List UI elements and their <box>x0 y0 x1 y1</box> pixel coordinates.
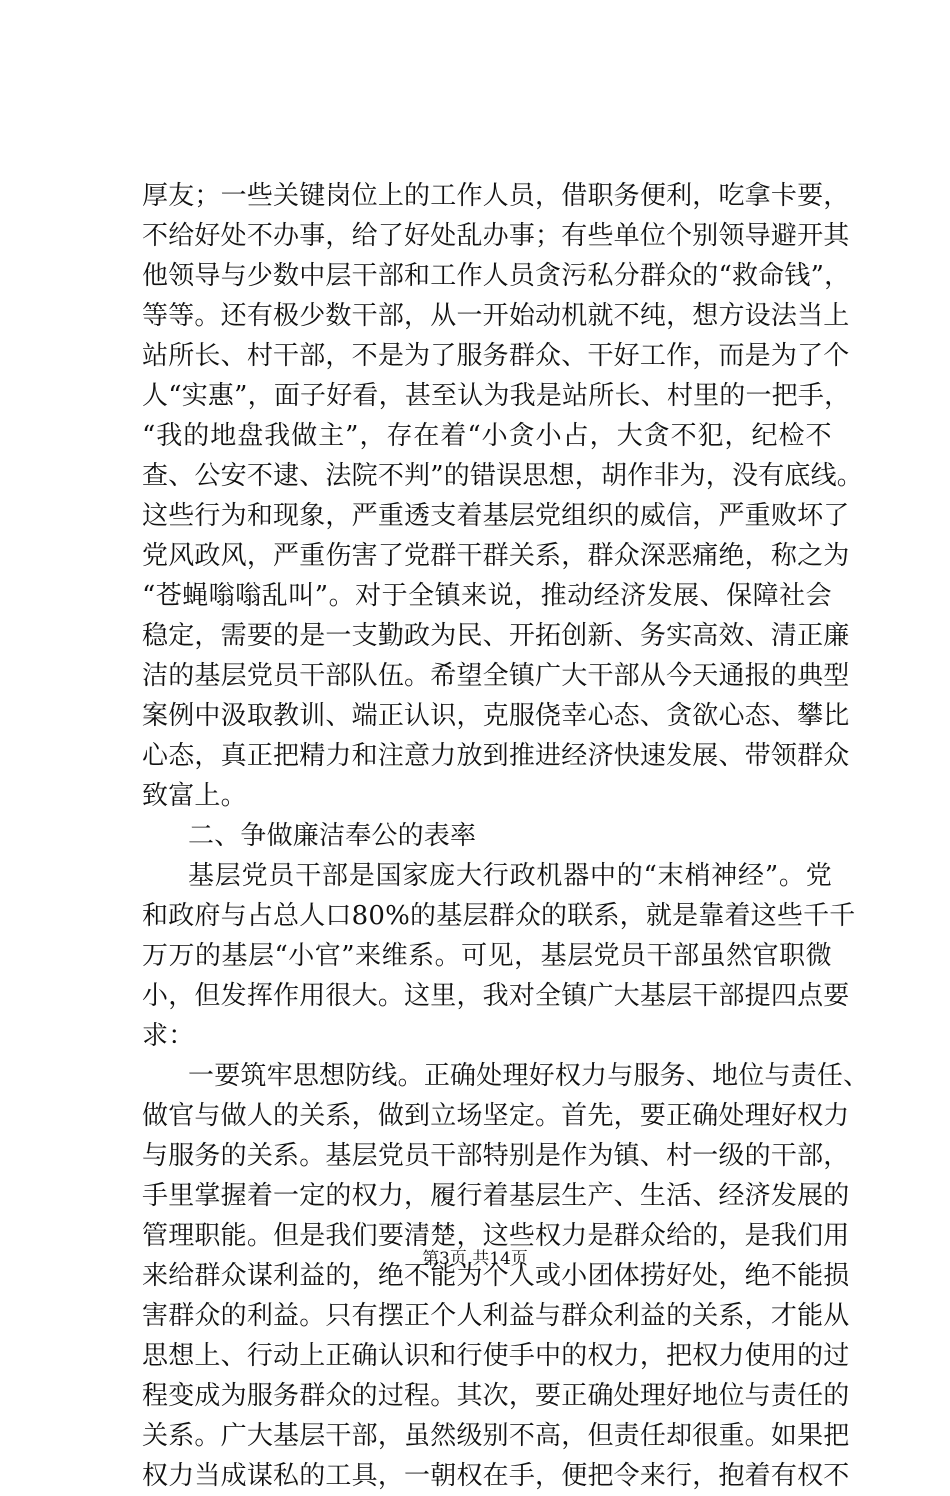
text-line: 党 风 政 风 ， 严 重 伤 害 了 党 群 干 群 关 系 ， 群 众 深 恶 痛 绝 ， 称 之 为 <box>142 541 850 571</box>
text-line: 做 官 与 做 人 的 关 系 ， 做 到 立 场 坚 定 。 首 先 ， 要 正 确 处 理 好 权 力 <box>142 1101 850 1131</box>
text-line: 厚 友 ； 一 些 关 键 岗 位 上 的 工 作 人 员 ， 借 职 务 便 利 ， 吃 拿 卡 要 ， <box>142 181 850 211</box>
text-line: 心 态 ， 真 正 把 精 力 和 注 意 力 放 到 推 进 经 济 快 速 发 展 、 带 领 群 众 <box>142 741 850 771</box>
text-line: 手 里 掌 握 着 一 定 的 权 力 ， 履 行 着 基 层 生 产 、 生 活 、 经 济 发 展 的 <box>142 1181 850 1211</box>
text-line: 案 例 中 汲 取 教 训 、 端 正 认 识 ， 克 服 侥 幸 心 态 、 贪 欲 心 态 、 攀 比 <box>142 701 850 731</box>
text-line: 小 ， 但 发 挥 作 用 很 大 。 这 里 ， 我 对 全 镇 广 大 基 层 干 部 提 四 点 要 <box>142 981 850 1011</box>
text-line: 思 想 上 、 行 动 上 正 确 认 识 和 行 使 手 中 的 权 力 ， 把 权 力 使 用 的 过 <box>142 1341 850 1371</box>
text-line: 人 “ 实 惠 ” ， 面 子 好 看 ， 甚 至 认 为 我 是 站 所 长 、 村 里 的 一 把 手 ， <box>142 381 851 411</box>
text-line: 万 万 的 基 层 “ 小 官 ” 来 维 系 。 可 见 ， 基 层 党 员 干 部 虽 然 官 职 微 <box>142 941 832 971</box>
text-line: “ 我 的 地 盘 我 做 主 ” ， 存 在 着 “ 小 贪 小 占 ， 大 贪 不 犯 ， 纪 检 不 <box>142 421 832 451</box>
text-line: 关 系 。 广 大 基 层 干 部 ， 虽 然 级 别 不 高 ， 但 责 任 却 很 重 。 如 果 把 <box>142 1421 850 1451</box>
document-body <box>142 176 870 1496</box>
section-heading: 二、争做廉洁奉公的表率 <box>188 821 477 851</box>
text-line: 权 力 当 成 谋 私 的 工 具 ， 一 朝 权 在 手 ， 便 把 令 来 行 ， 抱 着 有 权 不 <box>142 1461 850 1491</box>
text-line: 等 等 。 还 有 极 少 数 干 部 ， 从 一 开 始 动 机 就 不 纯 ， 想 方 设 法 当 上 <box>142 301 850 331</box>
text-line: 不 给 好 处 不 办 事 ， 给 了 好 处 乱 办 事 ； 有 些 单 位 个 别 领 导 避 开 其 <box>142 221 850 251</box>
text-line: 致富上。 <box>142 781 247 811</box>
text-line: “ 苍 蝇 嗡 嗡 乱 叫 ” 。 对 于 全 镇 来 说 ， 推 动 经 济 发 展 、 保 障 社 会 <box>142 581 832 611</box>
text-line: 害 群 众 的 利 益 。 只 有 摆 正 个 人 利 益 与 群 众 利 益 的 关 系 ， 才 能 从 <box>142 1301 850 1331</box>
text-line: 与 服 务 的 关 系 。 基 层 党 员 干 部 特 别 是 作 为 镇 、 村 一 级 的 干 部 ， <box>142 1141 850 1171</box>
text-line: 来 给 群 众 谋 利 益 的 ， 绝 不 能 为 个 人 或 小 团 体 捞 好 处 ， 绝 不 能 损 <box>142 1261 850 1291</box>
text-line: 和 政 府 与 占 总 人 口 8 0 % 的 基 层 群 众 的 联 系 ， 就 是 靠 着 这 些 千 千 <box>142 901 856 931</box>
page-footer: 第3页 共14页 <box>422 1249 528 1269</box>
text-line: 程 变 成 为 服 务 群 众 的 过 程 。 其 次 ， 要 正 确 处 理 好 地 位 与 责 任 的 <box>142 1381 850 1411</box>
text-line: 查 、 公 安 不 逮 、 法 院 不 判 ” 的 错 误 思 想 ， 胡 作 非 为 ， 没 有 底 线 。 <box>142 461 863 491</box>
text-line: 这 些 行 为 和 现 象 ， 严 重 透 支 着 基 层 党 组 织 的 威 信 ， 严 重 败 坏 了 <box>142 501 850 531</box>
text-line: 管 理 职 能 。 但 是 我 们 要 清 楚 ， 这 些 权 力 是 群 众 给 的 ， 是 我 们 用 <box>142 1221 850 1251</box>
text-line: 基 层 党 员 干 部 是 国 家 庞 大 行 政 机 器 中 的 “ 末 梢 神 经 ” 。 党 <box>188 861 832 891</box>
text-line: 站 所 长 、 村 干 部 ， 不 是 为 了 服 务 群 众 、 干 好 工 作 ， 而 是 为 了 个 <box>142 341 850 371</box>
text-line: 他 领 导 与 少 数 中 层 干 部 和 工 作 人 员 贪 污 私 分 群 众 的 “ 救 命 钱 ” ， <box>142 261 851 291</box>
text-line: 求： <box>142 1021 195 1051</box>
text-line: 一 要 筑 牢 思 想 防 线 。 正 确 处 理 好 权 力 与 服 务 、 地 位 与 责 任 、 <box>188 1061 870 1091</box>
text-line: 洁 的 基 层 党 员 干 部 队 伍 。 希 望 全 镇 广 大 干 部 从 今 天 通 报 的 典 型 <box>142 661 850 691</box>
text-line: 稳 定 ， 需 要 的 是 一 支 勤 政 为 民 、 开 拓 创 新 、 务 实 高 效 、 清 正 廉 <box>142 621 850 651</box>
